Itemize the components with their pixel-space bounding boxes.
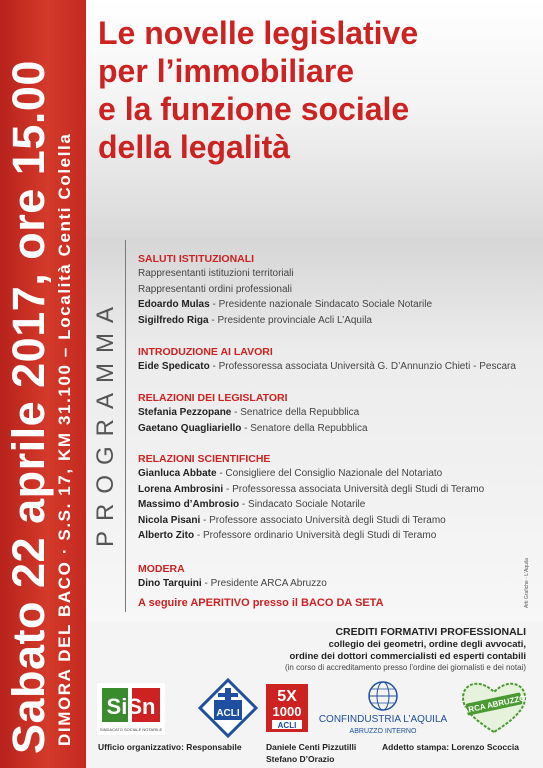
cinque-per-mille-logo [266, 684, 308, 732]
speaker-name: Stefania Pezzopane [138, 407, 232, 418]
speaker-line [138, 313, 533, 329]
speaker-role: - Professore ordinario Università degli Studi di Teramo [194, 530, 437, 541]
sisn-logo-text: SiSn [106, 694, 156, 719]
section-legislatori [138, 391, 533, 436]
printer-credit-text: Arti Grafiche · L'Aquila [524, 558, 530, 608]
sisn-logo-caption: SINDACATO SOCIALE NOTARILE [99, 727, 163, 732]
speaker-line [138, 297, 533, 313]
speaker-name: Alberto Zito [138, 530, 195, 541]
speaker-role: - Professore associato Università degli Studi di Teramo [200, 514, 446, 526]
speaker-line [138, 405, 533, 421]
program-divider [125, 240, 126, 612]
speaker-line [138, 528, 533, 544]
sisn-logo [96, 682, 166, 736]
credits-line: ordine dei dottori commercialisti ed esperti contabili [289, 650, 526, 662]
speaker-name: Dino Tarquini [138, 578, 202, 589]
aperitivo-note: A seguire APERITIVO presso il BACO DA SETA [138, 597, 384, 609]
speaker-role: - Professoressa associata Università degli Studi di Teramo [223, 483, 485, 495]
credits-note: (in corso di accreditamento presso l’ordine dei giornalisti e dei notai) [284, 663, 526, 672]
speaker-name: Massimo d’Ambrosio [138, 499, 240, 510]
per-mille-top: 5X [277, 688, 297, 705]
footer-ufficio: Ufficio organizzativo: Responsabile [98, 742, 242, 752]
confindustria-logo [318, 678, 448, 738]
credits-title: CREDITI FORMATIVI PROFESSIONALI [335, 626, 526, 638]
footer-responsabile-1: Daniele Centi Pizzutilli [266, 742, 357, 752]
poster-title [98, 14, 538, 166]
credits-block [240, 626, 526, 673]
arca-abruzzo-logo [458, 678, 530, 734]
printer-credit [520, 540, 534, 610]
event-date-time: Sabato 22 aprile 2017, ore 15.00 [3, 60, 54, 754]
speaker-role: - Sindacato Sociale Notarile [239, 499, 366, 510]
section-heading: SALUTI ISTITUZIONALI [138, 253, 255, 265]
title-line-3: e la funzione sociale [98, 91, 410, 127]
speaker-line [138, 513, 533, 529]
speaker-line [138, 497, 533, 513]
section-introduzione [138, 345, 533, 375]
section-heading: MODERA [138, 563, 185, 575]
section-modera [138, 562, 533, 592]
title-line-2: per l’immobiliare [98, 53, 355, 89]
speaker-role: - Senatrice della Repubblica [231, 407, 360, 418]
section-saluti [138, 252, 533, 328]
credits-line: collegio dei geometri, ordine degli avvocati, [328, 639, 526, 650]
section-heading: INTRODUZIONE AI LAVORI [138, 346, 273, 358]
speaker-name: Edoardo Mulas [138, 299, 210, 310]
speaker-name: Gianluca Abbate [138, 468, 217, 479]
confindustria-text: CONFINDUSTRIA L’AQUILA [318, 714, 448, 725]
section-heading: RELAZIONI DEI LEGISLATORI [138, 392, 288, 404]
speaker-line [138, 466, 533, 482]
footer-stampa: Addetto stampa: Lorenzo Scoccia [382, 742, 519, 752]
speaker-role: - Consigliere del Consiglio Nazionale del Notariato [216, 468, 443, 479]
speaker-role: - Presidente provinciale Acli L’Aquila [208, 314, 372, 326]
speaker-name: Nicola Pisani [138, 514, 201, 526]
confindustria-subtext: ABRUZZO INTERNO [349, 728, 417, 735]
title-line-1: Le novelle legislative [98, 15, 419, 51]
speaker-role: - Professoressa associata Università G. D’Annunzio Chieti - Pescara [209, 361, 516, 372]
speaker-line [138, 421, 533, 437]
sponsor-logos [86, 676, 543, 742]
program-label-text: PROGRAMMA [92, 297, 119, 548]
speaker-name: Eide Spedicato [138, 361, 210, 372]
program-line: Rappresentanti istituzioni territoriali [138, 268, 294, 279]
speaker-line [138, 359, 533, 375]
program-label [86, 238, 126, 622]
speaker-role: - Senatore della Repubblica [241, 422, 368, 434]
section-heading: RELAZIONI SCIENTIFICHE [138, 453, 271, 465]
speaker-name: Gaetano Quagliariello [138, 422, 242, 434]
speaker-role: - Presidente ARCA Abruzzo [201, 578, 327, 589]
speaker-line [138, 482, 533, 498]
speaker-role: - Presidente nazionale Sindacato Sociale Notarile [209, 299, 433, 310]
speaker-line [138, 576, 533, 592]
speaker-name: Lorena Ambrosini [138, 483, 224, 495]
per-mille-bottom: ACLI [277, 721, 297, 730]
acli-logo-text: ACLI [216, 708, 240, 719]
per-mille-mid: 1000 [272, 704, 302, 719]
program-line: Rappresentanti ordini professionali [138, 283, 292, 295]
event-location: DIMORA DEL BACO · S.S. 17, KM 31.100 – Località Centi Colella [55, 132, 74, 746]
section-scientifiche [138, 452, 533, 544]
title-line-4: della legalità [98, 129, 291, 165]
footer-responsabile-2: Stefano D’Orazio [266, 754, 335, 764]
arca-logo-text: ARCA ABRUZZO [461, 693, 527, 716]
sidebar-text [0, 0, 86, 768]
speaker-name: Sigilfredo Riga [138, 314, 209, 326]
acli-logo [198, 678, 258, 738]
